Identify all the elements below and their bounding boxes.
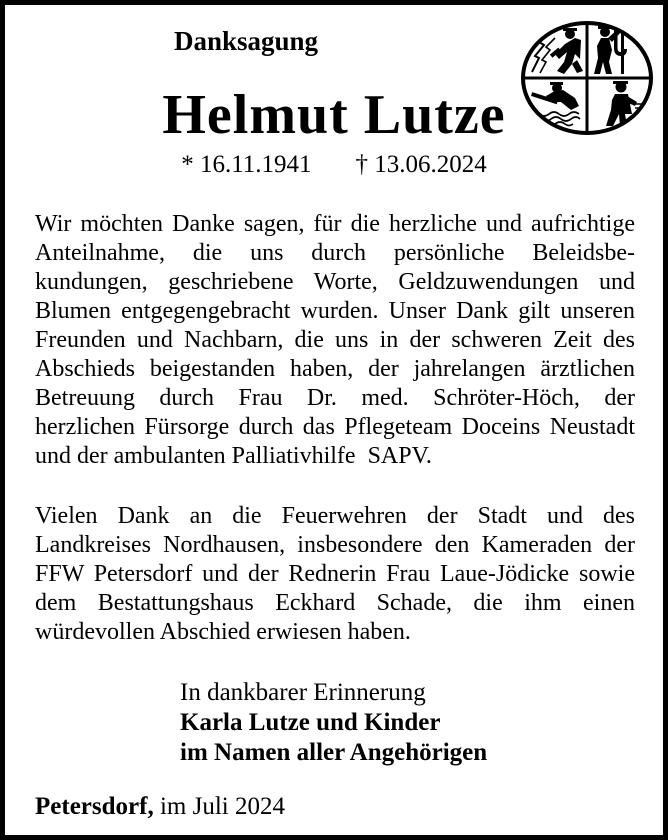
paragraph-line: Betreuung durch Frau Dr. med. Schröter-Höch, der xyxy=(35,385,635,411)
paragraph-line: Wir möchten Danke sagen, für die herzliche und aufrichtige xyxy=(35,211,635,237)
paragraph-line: Blumen entgegengebracht wurden. Unser Dank gilt unseren xyxy=(35,298,635,324)
paragraph-line: Abschieds beigestanden haben, der jahrelangen ärztlichen xyxy=(35,356,635,382)
paragraph-line: FFW Petersdorf und der Rednerin Frau Laue-Jödicke sowie xyxy=(35,561,635,587)
birth-date: * 16.11.1941 xyxy=(181,151,312,178)
closing-block xyxy=(180,678,487,768)
death-date: † 13.06.2024 xyxy=(355,151,487,178)
place-label: Petersdorf, xyxy=(35,793,154,820)
paragraph-line: Freunden und Nachbarn, die uns in der schweren Zeit des xyxy=(35,327,635,353)
paragraph-line: und der ambulanten Palliativhilfe SAPV. xyxy=(35,443,432,469)
date-label: im Juli 2024 xyxy=(159,793,285,820)
family-signature: Karla Lutze und Kinder xyxy=(180,709,441,736)
paragraph-line: würdevollen Abschied erwiesen haben. xyxy=(35,619,411,645)
paragraph-line: dem Bestattungshaus Eckhard Schade, die ihm einen xyxy=(35,590,635,616)
paragraph-line: kundungen, geschriebene Worte, Geldzuwendungen und xyxy=(35,269,635,295)
fire-brigade-thanks-paragraph xyxy=(35,502,635,647)
paragraph-line: Anteilnahme, die uns durch persönliche Beleidsbe- xyxy=(35,240,635,266)
paragraph-line: Vielen Dank an die Feuerwehren der Stadt und des xyxy=(35,503,635,529)
paragraph-line: Landkreises Nordhausen, insbesondere den Kameraden der xyxy=(35,532,635,558)
on-behalf-line: im Namen aller Angehörigen xyxy=(180,739,488,766)
memoriam-line: In dankbarer Erinnerung xyxy=(180,679,426,706)
notice-type-title: Danksagung xyxy=(173,26,319,56)
paragraph-line: herzlichen Fürsorge durch das Pflegeteam Doceins Neustadt xyxy=(35,414,635,440)
place-date-line xyxy=(35,792,285,821)
deceased-name: Helmut Lutze xyxy=(162,84,506,146)
thanks-paragraph xyxy=(35,210,635,471)
life-dates xyxy=(5,151,663,179)
